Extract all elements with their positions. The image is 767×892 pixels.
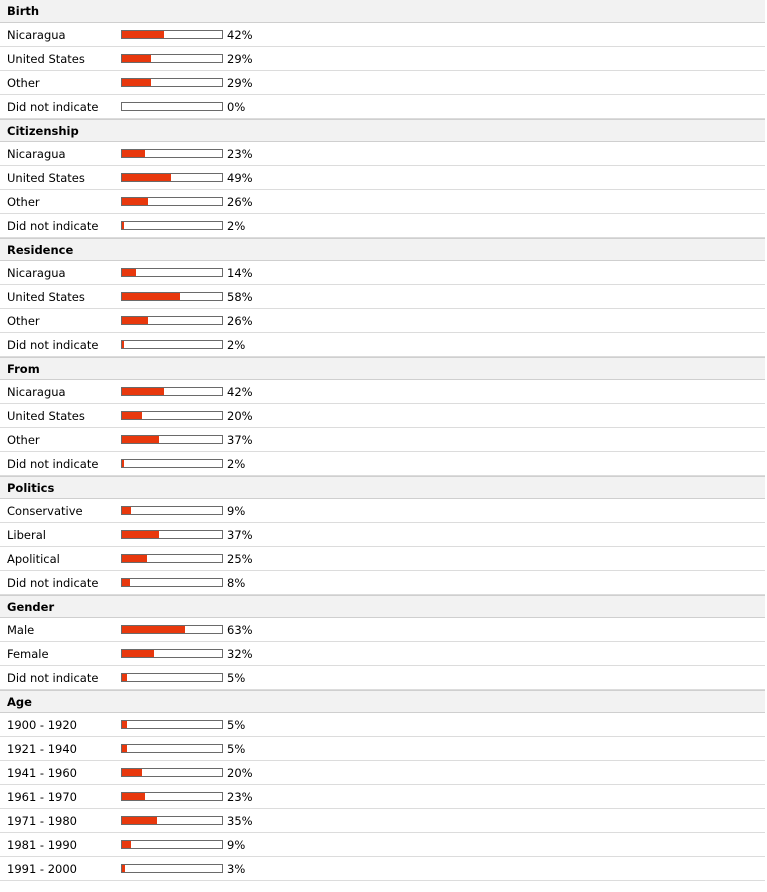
stat-row: [0, 428, 765, 452]
stat-row: [0, 761, 765, 785]
stat-label: Nicaragua: [7, 385, 66, 399]
section-header: Gender: [0, 595, 765, 618]
stat-row: [0, 142, 765, 166]
stat-label: Did not indicate: [7, 338, 99, 352]
percent-value: 20%: [227, 766, 253, 780]
percent-value: 2%: [227, 338, 246, 352]
percent-bar-fill: [122, 579, 130, 586]
stat-label: 1981 - 1990: [7, 838, 77, 852]
stat-label: Female: [7, 647, 49, 661]
percent-bar-fill: [122, 222, 124, 229]
percent-value: 42%: [227, 28, 253, 42]
percent-value: 3%: [227, 862, 246, 876]
percent-bar: [121, 744, 223, 753]
percent-bar-fill: [122, 55, 151, 62]
percent-value: 0%: [227, 100, 246, 114]
stat-label: United States: [7, 409, 85, 423]
stat-label: United States: [7, 52, 85, 66]
percent-bar: [121, 221, 223, 230]
stat-label: 1961 - 1970: [7, 790, 77, 804]
section-header: Age: [0, 690, 765, 713]
percent-value: 20%: [227, 409, 253, 423]
percent-bar: [121, 173, 223, 182]
stat-row: [0, 571, 765, 595]
percent-bar-fill: [122, 531, 159, 538]
stat-row: [0, 642, 765, 666]
percent-bar-fill: [122, 269, 136, 276]
percent-bar-fill: [122, 865, 125, 872]
percent-bar: [121, 625, 223, 634]
stat-row: [0, 809, 765, 833]
percent-bar-fill: [122, 317, 148, 324]
percent-bar-fill: [122, 769, 142, 776]
percent-bar: [121, 720, 223, 729]
percent-bar-fill: [122, 79, 151, 86]
percent-bar-fill: [122, 388, 164, 395]
percent-bar-fill: [122, 412, 142, 419]
percent-bar: [121, 554, 223, 563]
percent-bar: [121, 30, 223, 39]
percent-bar: [121, 792, 223, 801]
stat-row: [0, 523, 765, 547]
stat-label: Other: [7, 76, 40, 90]
percent-bar-fill: [122, 745, 127, 752]
percent-bar: [121, 268, 223, 277]
stat-row: [0, 713, 765, 737]
percent-value: 25%: [227, 552, 253, 566]
percent-value: 29%: [227, 76, 253, 90]
stat-label: Nicaragua: [7, 147, 66, 161]
percent-bar: [121, 840, 223, 849]
percent-bar: [121, 411, 223, 420]
stat-row: [0, 737, 765, 761]
section-header: From: [0, 357, 765, 380]
stat-label: Nicaragua: [7, 266, 66, 280]
stat-label: United States: [7, 290, 85, 304]
percent-bar-fill: [122, 555, 147, 562]
percent-bar: [121, 649, 223, 658]
percent-bar: [121, 316, 223, 325]
stat-label: Did not indicate: [7, 100, 99, 114]
percent-value: 5%: [227, 671, 246, 685]
percent-bar: [121, 768, 223, 777]
percent-value: 9%: [227, 838, 246, 852]
percent-value: 63%: [227, 623, 253, 637]
percent-bar-fill: [122, 721, 127, 728]
percent-bar: [121, 292, 223, 301]
percent-bar-fill: [122, 507, 131, 514]
stat-row: [0, 452, 765, 476]
percent-value: 14%: [227, 266, 253, 280]
stat-label: Male: [7, 623, 35, 637]
percent-value: 8%: [227, 576, 246, 590]
stat-label: Did not indicate: [7, 219, 99, 233]
percent-bar-fill: [122, 174, 171, 181]
stat-label: Liberal: [7, 528, 46, 542]
stat-label: Other: [7, 314, 40, 328]
stat-row: [0, 333, 765, 357]
percent-value: 5%: [227, 742, 246, 756]
stat-row: [0, 95, 765, 119]
stat-row: [0, 785, 765, 809]
section-header: Birth: [0, 0, 765, 23]
percent-bar: [121, 530, 223, 539]
stat-row: [0, 190, 765, 214]
percent-value: 23%: [227, 790, 253, 804]
stat-row: [0, 380, 765, 404]
stat-row: [0, 833, 765, 857]
percent-bar-fill: [122, 198, 148, 205]
stat-label: Did not indicate: [7, 576, 99, 590]
percent-value: 32%: [227, 647, 253, 661]
percent-value: 26%: [227, 314, 253, 328]
section-header: Politics: [0, 476, 765, 499]
stat-label: Did not indicate: [7, 671, 99, 685]
section-header: Citizenship: [0, 119, 765, 142]
stat-row: [0, 404, 765, 428]
stat-row: [0, 618, 765, 642]
percent-value: 35%: [227, 814, 253, 828]
percent-value: 23%: [227, 147, 253, 161]
percent-bar: [121, 197, 223, 206]
stat-label: 1941 - 1960: [7, 766, 77, 780]
stat-label: Other: [7, 433, 40, 447]
stat-label: United States: [7, 171, 85, 185]
percent-value: 42%: [227, 385, 253, 399]
percent-bar: [121, 102, 223, 111]
percent-bar: [121, 387, 223, 396]
percent-value: 2%: [227, 219, 246, 233]
percent-value: 49%: [227, 171, 253, 185]
percent-bar-fill: [122, 841, 131, 848]
stat-label: Nicaragua: [7, 28, 66, 42]
percent-bar-fill: [122, 793, 145, 800]
percent-bar: [121, 340, 223, 349]
percent-bar: [121, 506, 223, 515]
stat-row: [0, 309, 765, 333]
percent-bar-fill: [122, 460, 124, 467]
stat-row: [0, 166, 765, 190]
stat-row: [0, 499, 765, 523]
stat-row: [0, 547, 765, 571]
percent-bar-fill: [122, 150, 145, 157]
percent-bar-fill: [122, 650, 154, 657]
stat-label: Conservative: [7, 504, 83, 518]
percent-bar: [121, 816, 223, 825]
stat-row: [0, 666, 765, 690]
stat-label: Other: [7, 195, 40, 209]
percent-bar: [121, 435, 223, 444]
percent-value: 37%: [227, 528, 253, 542]
stat-row: [0, 214, 765, 238]
stat-label: Did not indicate: [7, 457, 99, 471]
percent-bar: [121, 78, 223, 87]
percent-bar-fill: [122, 674, 127, 681]
percent-value: 58%: [227, 290, 253, 304]
stat-row: [0, 857, 765, 881]
stat-label: 1971 - 1980: [7, 814, 77, 828]
percent-bar: [121, 673, 223, 682]
stat-row: [0, 285, 765, 309]
stat-label: Apolitical: [7, 552, 60, 566]
percent-bar-fill: [122, 293, 180, 300]
stat-label: 1921 - 1940: [7, 742, 77, 756]
percent-bar-fill: [122, 817, 157, 824]
stat-label: 1900 - 1920: [7, 718, 77, 732]
percent-bar: [121, 578, 223, 587]
percent-bar: [121, 459, 223, 468]
percent-value: 29%: [227, 52, 253, 66]
percent-bar: [121, 54, 223, 63]
section-header: Residence: [0, 238, 765, 261]
stat-row: [0, 71, 765, 95]
percent-value: 2%: [227, 457, 246, 471]
stat-row: [0, 47, 765, 71]
percent-bar-fill: [122, 31, 164, 38]
percent-value: 37%: [227, 433, 253, 447]
percent-value: 5%: [227, 718, 246, 732]
percent-bar-fill: [122, 626, 185, 633]
stat-row: [0, 261, 765, 285]
percent-bar-fill: [122, 341, 124, 348]
percent-value: 9%: [227, 504, 246, 518]
percent-bar: [121, 864, 223, 873]
percent-bar-fill: [122, 436, 159, 443]
percent-bar: [121, 149, 223, 158]
stat-row: [0, 23, 765, 47]
percent-value: 26%: [227, 195, 253, 209]
stat-label: 1991 - 2000: [7, 862, 77, 876]
